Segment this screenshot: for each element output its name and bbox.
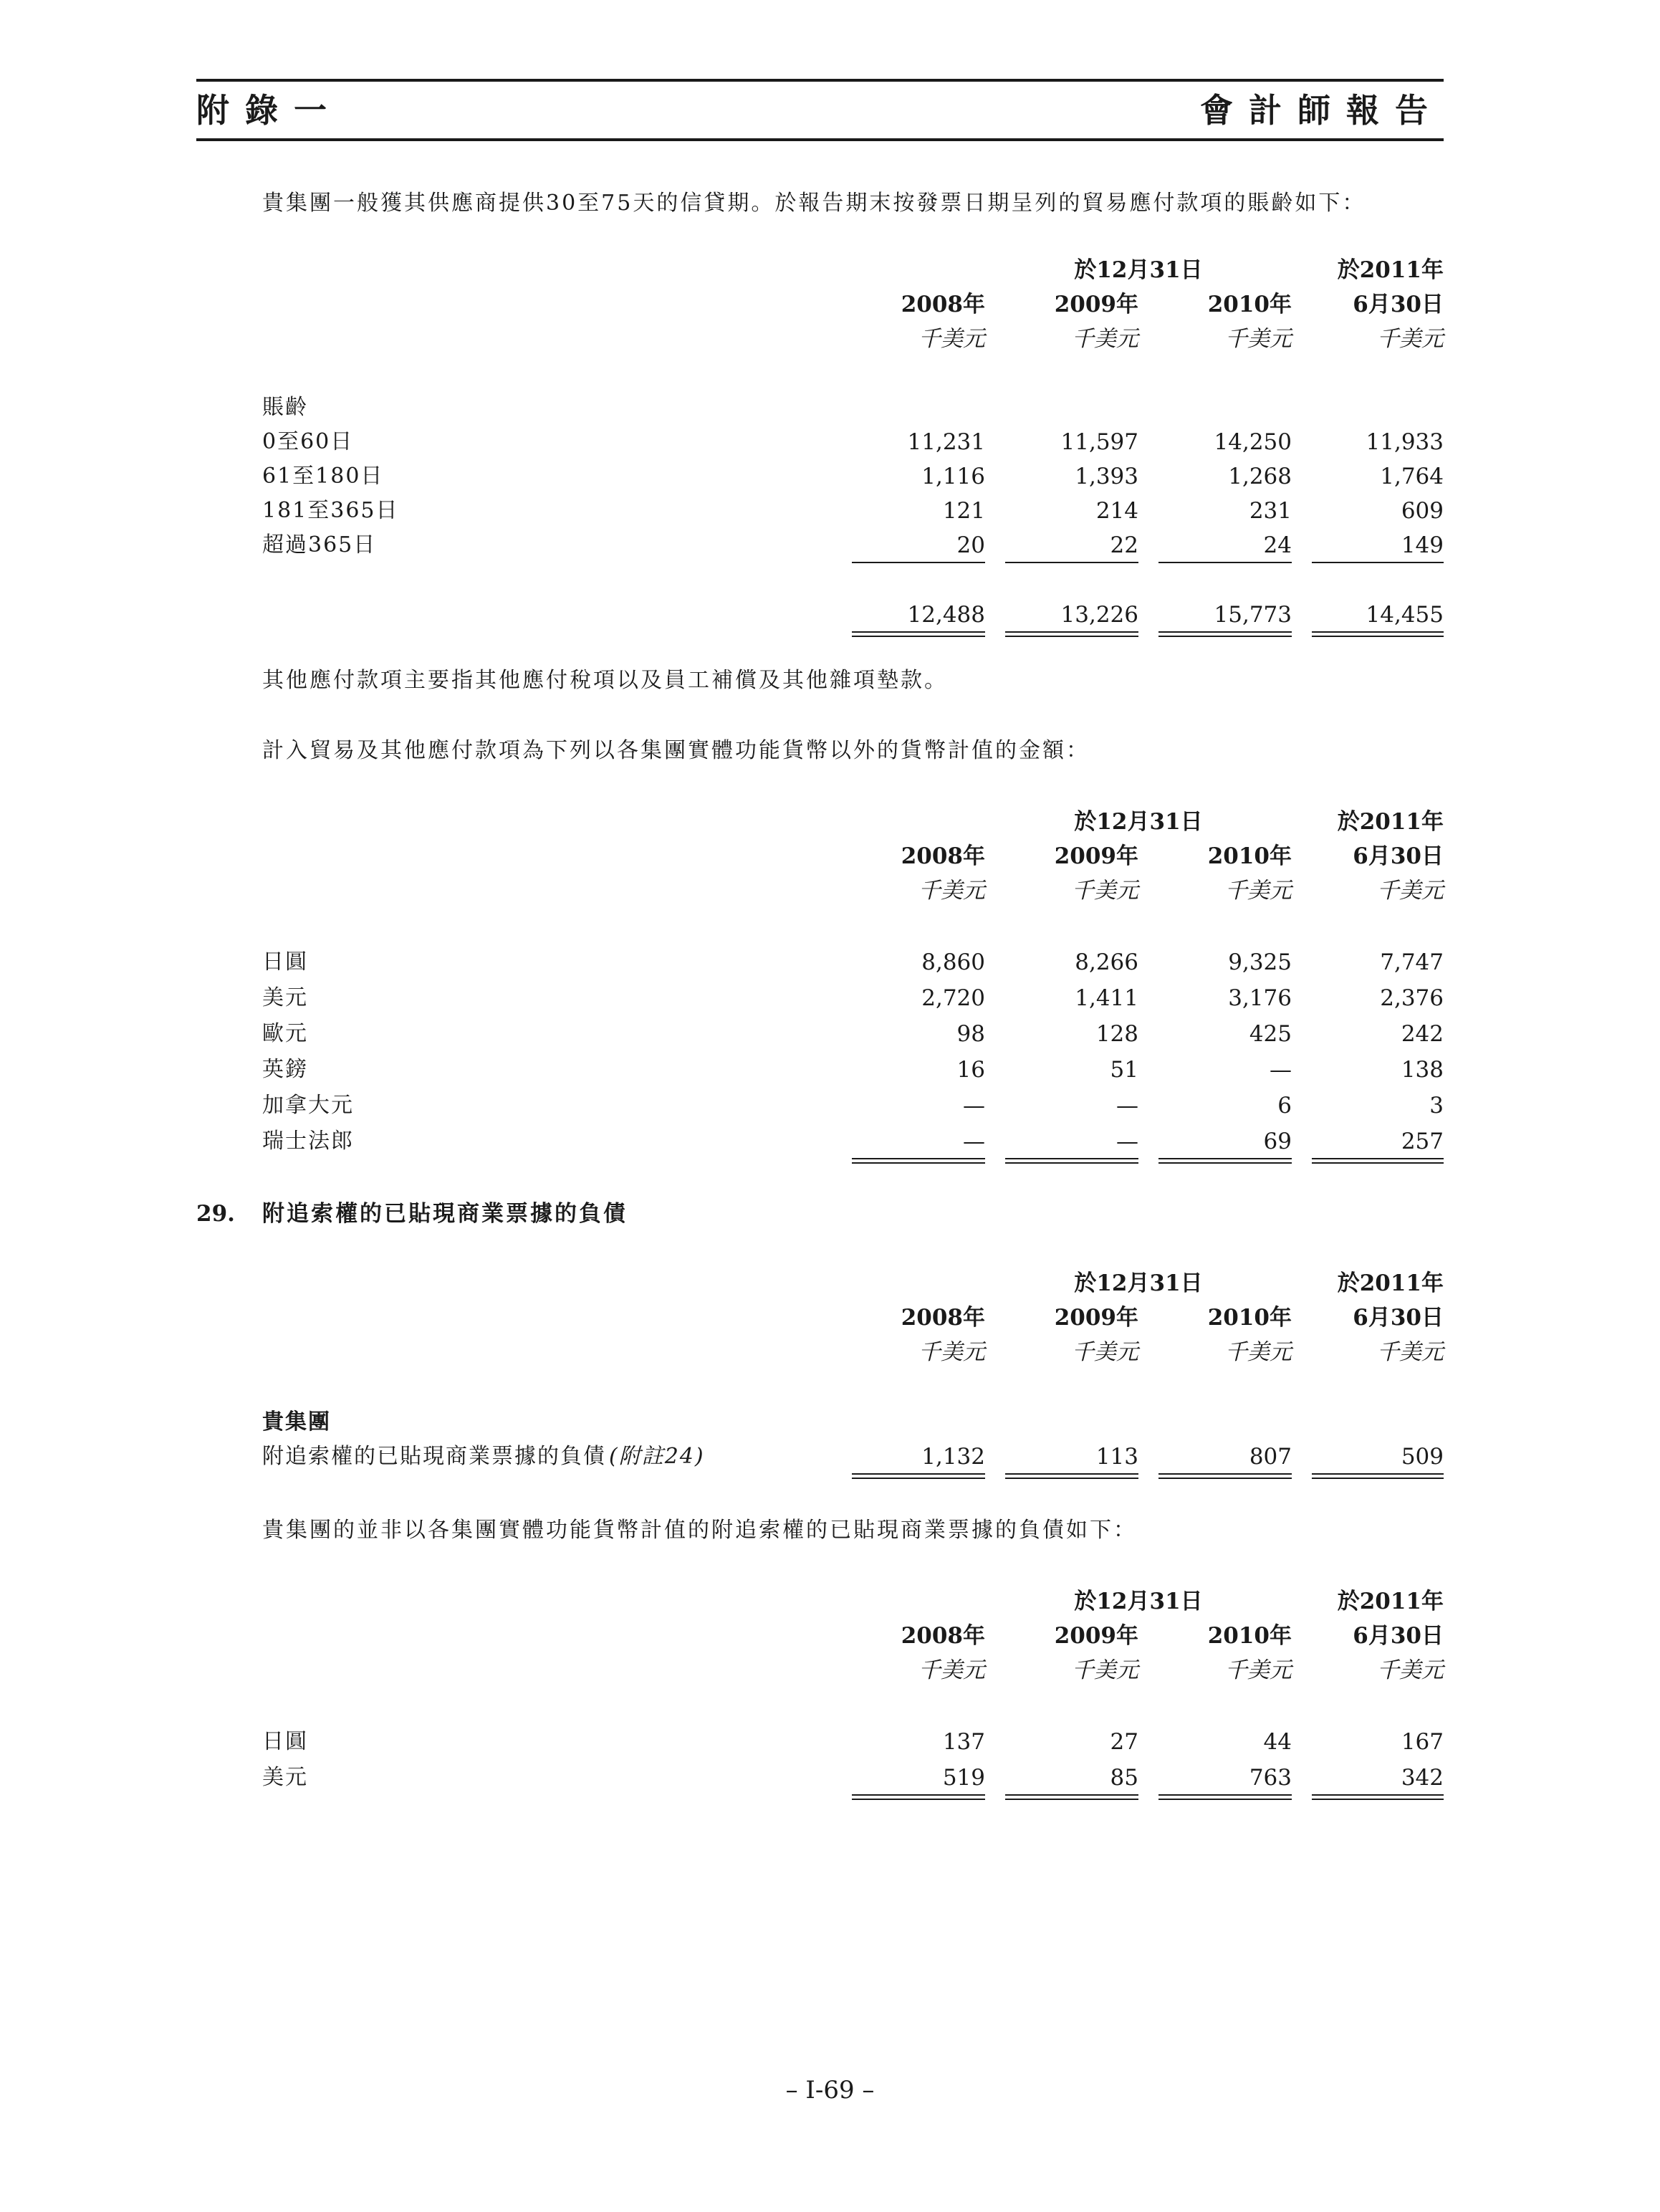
col-header-2011-bottom: 6月30日 xyxy=(1353,1305,1444,1331)
unit-label: 千美元 xyxy=(1225,1657,1292,1683)
cell-2011: 138 xyxy=(1401,1057,1444,1083)
col-header-2009: 2009年 xyxy=(1054,292,1138,317)
total-double-rule xyxy=(1005,1794,1138,1800)
row-label: 日圓 xyxy=(262,949,308,975)
total-double-rule xyxy=(1005,631,1138,637)
unit-label: 千美元 xyxy=(918,1657,985,1683)
unit-label: 千美元 xyxy=(1072,1657,1138,1683)
cell-2011: 167 xyxy=(1401,1729,1444,1755)
cell-2010: 44 xyxy=(1263,1729,1292,1755)
col-header-2008: 2008年 xyxy=(901,1623,985,1649)
row-label: 日圓 xyxy=(262,1729,308,1754)
row-label: 0至60日 xyxy=(262,429,354,454)
cell-2008: 98 xyxy=(956,1021,985,1047)
cell-2011: 2,376 xyxy=(1380,985,1444,1011)
cell-2010: 69 xyxy=(1263,1129,1292,1154)
total-double-rule xyxy=(1158,631,1292,637)
cell-2010: — xyxy=(1270,1057,1292,1083)
cell-2008: 519 xyxy=(942,1765,985,1791)
col-header-2010: 2010年 xyxy=(1207,292,1292,317)
row-label: 加拿大元 xyxy=(262,1093,354,1118)
total-double-rule xyxy=(852,1158,985,1164)
row-label: 美元 xyxy=(262,1765,308,1790)
cell-2010: 1,268 xyxy=(1228,464,1292,489)
header-bottom-rule xyxy=(196,138,1444,141)
col-header-2010: 2010年 xyxy=(1207,1305,1292,1331)
cell-2009: 214 xyxy=(1095,498,1138,524)
unit-label: 千美元 xyxy=(1225,326,1292,352)
cell-2009: 1,411 xyxy=(1075,985,1138,1011)
col-header-2009: 2009年 xyxy=(1054,1305,1138,1331)
unit-label: 千美元 xyxy=(1072,326,1138,352)
currency-paragraph: 計入貿易及其他應付款項為下列以各集團實體功能貨幣以外的貨幣計值的金額： xyxy=(262,738,1090,763)
aging-heading: 賬齡 xyxy=(262,395,308,420)
appendix-title: 附錄一 xyxy=(196,91,342,130)
col-group-header: 於12月31日 xyxy=(1074,809,1203,835)
col-header-2011-top: 於2011年 xyxy=(1337,809,1444,835)
cell-2008: — xyxy=(963,1093,985,1119)
row-label: 超過365日 xyxy=(262,532,377,557)
total-double-rule xyxy=(1158,1794,1292,1800)
cell-2009: 11,597 xyxy=(1060,429,1138,455)
cell-2011: 509 xyxy=(1401,1444,1444,1470)
total-2009: 13,226 xyxy=(1060,602,1138,628)
total-double-rule xyxy=(1312,1158,1444,1164)
report-title: 會計師報告 xyxy=(1200,91,1444,130)
row-label: 61至180日 xyxy=(262,464,384,489)
unit-label: 千美元 xyxy=(1225,1339,1292,1365)
intro-paragraph: 貴集團一般獲其供應商提供30至75天的信貸期。於報告期末按發票日期呈列的貿易應付款項的賬齡如下： xyxy=(262,191,1366,216)
row-label: 瑞士法郎 xyxy=(262,1129,354,1154)
total-2011: 14,455 xyxy=(1366,602,1444,628)
subtotal-rule xyxy=(1312,562,1444,563)
total-double-rule xyxy=(1312,631,1444,637)
col-group-header: 於12月31日 xyxy=(1074,257,1203,283)
cell-2010: 807 xyxy=(1249,1444,1292,1470)
unit-label: 千美元 xyxy=(918,1339,985,1365)
cell-2009: — xyxy=(1116,1093,1138,1119)
cell-2010: 231 xyxy=(1249,498,1292,524)
row-label: 英鎊 xyxy=(262,1057,308,1082)
col-header-2008: 2008年 xyxy=(901,1305,985,1331)
cell-2011: 7,747 xyxy=(1380,949,1444,975)
total-double-rule xyxy=(852,1794,985,1800)
total-double-rule xyxy=(852,1473,985,1479)
row-label: 181至365日 xyxy=(262,498,399,523)
cell-2011: 609 xyxy=(1401,498,1444,524)
cell-2008: 20 xyxy=(956,532,985,558)
subtotal-rule xyxy=(1158,562,1292,563)
col-header-2011-top: 於2011年 xyxy=(1337,257,1444,283)
cell-2008: 1,116 xyxy=(921,464,985,489)
unit-label: 千美元 xyxy=(918,878,985,904)
cell-2008: 11,231 xyxy=(907,429,985,455)
subtotal-rule xyxy=(852,562,985,563)
total-2010: 15,773 xyxy=(1214,602,1292,628)
col-group-header: 於12月31日 xyxy=(1074,1270,1203,1296)
unit-label: 千美元 xyxy=(1377,1339,1444,1365)
cell-2009: 128 xyxy=(1095,1021,1138,1047)
col-header-2008: 2008年 xyxy=(901,843,985,869)
cell-2008: 16 xyxy=(956,1057,985,1083)
col-header-2011-top: 於2011年 xyxy=(1337,1589,1444,1614)
cell-2011: 3 xyxy=(1429,1093,1444,1119)
section-number: 29. xyxy=(196,1201,235,1227)
cell-2008: — xyxy=(963,1129,985,1154)
section-title: 附追索權的已貼現商業票據的負債 xyxy=(262,1201,628,1227)
col-header-2011-bottom: 6月30日 xyxy=(1353,843,1444,869)
cell-2009: 27 xyxy=(1110,1729,1138,1755)
page-number: – I-69 – xyxy=(785,2076,875,2105)
cell-2009: 85 xyxy=(1110,1765,1138,1791)
cell-2009: — xyxy=(1116,1129,1138,1154)
row-label xyxy=(262,1439,705,1475)
col-group-header: 於12月31日 xyxy=(1074,1589,1203,1614)
cell-2009: 8,266 xyxy=(1075,949,1138,975)
cell-2010: 6 xyxy=(1277,1093,1292,1119)
unit-label: 千美元 xyxy=(1225,878,1292,904)
cell-2010: 3,176 xyxy=(1228,985,1292,1011)
col-header-2009: 2009年 xyxy=(1054,1623,1138,1649)
subtotal-rule xyxy=(1005,562,1138,563)
unit-label: 千美元 xyxy=(918,326,985,352)
note-reference: (附註24) xyxy=(609,1444,705,1469)
col-header-2010: 2010年 xyxy=(1207,843,1292,869)
col-header-2011-bottom: 6月30日 xyxy=(1353,1623,1444,1649)
bills-currency-paragraph: 貴集團的並非以各集團實體功能貨幣計值的附追索權的已貼現商業票據的負債如下： xyxy=(262,1518,1137,1543)
unit-label: 千美元 xyxy=(1377,1657,1444,1683)
total-double-rule xyxy=(1005,1473,1138,1479)
cell-2011: 149 xyxy=(1401,532,1444,558)
col-header-2010: 2010年 xyxy=(1207,1623,1292,1649)
col-header-2009: 2009年 xyxy=(1054,843,1138,869)
total-double-rule xyxy=(1312,1794,1444,1800)
unit-label: 千美元 xyxy=(1072,1339,1138,1365)
cell-2011: 11,933 xyxy=(1366,429,1444,455)
group-label: 貴集團 xyxy=(262,1409,331,1435)
cell-2010: 425 xyxy=(1249,1021,1292,1047)
cell-2009: 51 xyxy=(1110,1057,1138,1083)
row-label-text: 附追索權的已貼現商業票據的負債 xyxy=(262,1444,606,1469)
unit-label: 千美元 xyxy=(1072,878,1138,904)
header-top-rule xyxy=(196,79,1444,82)
cell-2011: 342 xyxy=(1401,1765,1444,1791)
cell-2010: 9,325 xyxy=(1228,949,1292,975)
total-double-rule xyxy=(1158,1473,1292,1479)
cell-2010: 24 xyxy=(1263,532,1292,558)
cell-2008: 121 xyxy=(942,498,985,524)
col-header-2008: 2008年 xyxy=(901,292,985,317)
cell-2009: 113 xyxy=(1095,1444,1138,1470)
cell-2011: 1,764 xyxy=(1380,464,1444,489)
cell-2011: 257 xyxy=(1401,1129,1444,1154)
cell-2008: 137 xyxy=(942,1729,985,1755)
unit-label: 千美元 xyxy=(1377,326,1444,352)
total-double-rule xyxy=(852,631,985,637)
other-payables-paragraph: 其他應付款項主要指其他應付稅項以及員工補償及其他雜項墊款。 xyxy=(262,668,948,693)
cell-2009: 22 xyxy=(1110,532,1138,558)
total-double-rule xyxy=(1158,1158,1292,1164)
total-double-rule xyxy=(1005,1158,1138,1164)
cell-2008: 1,132 xyxy=(921,1444,985,1470)
total-double-rule xyxy=(1312,1473,1444,1479)
cell-2008: 2,720 xyxy=(921,985,985,1011)
cell-2010: 14,250 xyxy=(1214,429,1292,455)
cell-2009: 1,393 xyxy=(1075,464,1138,489)
row-label: 歐元 xyxy=(262,1021,308,1046)
col-header-2011-bottom: 6月30日 xyxy=(1353,292,1444,317)
cell-2010: 763 xyxy=(1249,1765,1292,1791)
unit-label: 千美元 xyxy=(1377,878,1444,904)
col-header-2011-top: 於2011年 xyxy=(1337,1270,1444,1296)
total-2008: 12,488 xyxy=(907,602,985,628)
cell-2008: 8,860 xyxy=(921,949,985,975)
cell-2011: 242 xyxy=(1401,1021,1444,1047)
row-label: 美元 xyxy=(262,985,308,1010)
